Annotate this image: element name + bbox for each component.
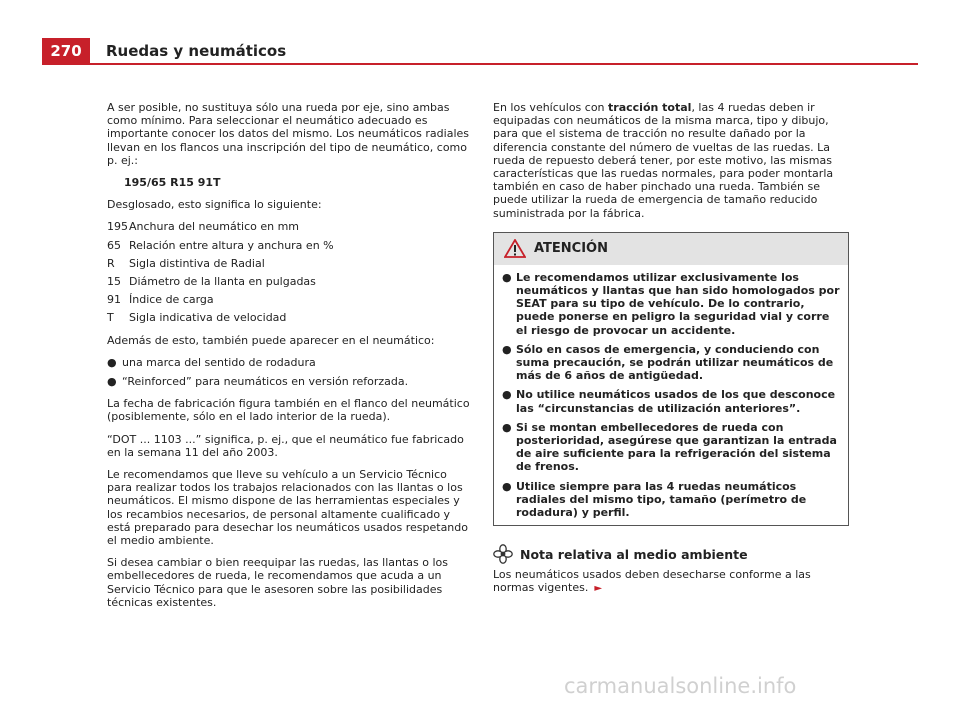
bullet-item	[107, 375, 472, 388]
warning-text: Sólo en casos de emergencia, y conduciendo con suma precaución, se podrán utilizar neumáticos de más de 6 años de antigüedad.	[516, 342, 834, 383]
note-header	[493, 544, 849, 564]
bullet-dot: ●	[502, 420, 512, 434]
awd-text-bold: tracción total	[608, 101, 692, 114]
spec-desc: Índice de carga	[129, 293, 214, 307]
left-column	[107, 101, 472, 618]
change-paragraph: Si desea cambiar o bien reequipar las ruedas, las llantas o los embellecedores de rueda, le recomendamos que acuda a un Servicio Técnico para que le asesoren sobre las posibilidades técnicas existentes.	[107, 556, 448, 609]
spec-desc: Anchura del neumático en mm	[129, 220, 300, 234]
note-paragraph	[493, 568, 849, 595]
watermark: carmanualsonline.info	[564, 674, 797, 698]
service-paragraph: Le recomendamos que lleve su vehículo a un Servicio Técnico para realizar todos los trabajos relacionados con las llantas o los neumáticos. El mismo dispone de las herramientas especiales y los recambios necesarios, de personal altamente cualificado y está preparado para desechar los neumáticos usados respetando el medio ambiente.	[107, 468, 468, 548]
intro-paragraph: A ser posible, no sustituya sólo una rueda por eje, sino ambas como mínimo. Para seleccionar el neumático adecuado es importante conocer los datos del mismo. Los neumáticos radiales llevan en los flancos una inscripción del tipo de neumático, como p. ej.:	[107, 101, 470, 167]
bullet-item	[107, 356, 472, 369]
breakdown-intro: Desglosado, esto significa lo siguiente:	[107, 198, 322, 212]
warning-item	[502, 421, 840, 474]
warning-title: ATENCIÓN	[534, 241, 608, 257]
bullet-dot: ●	[502, 342, 512, 356]
right-column	[493, 101, 849, 596]
dot-paragraph: “DOT ... 1103 ...” significa, p. ej., que el neumático fue fabricado en la semana 11 del año 2003.	[107, 432, 464, 459]
flower-environment-icon	[493, 544, 513, 564]
header-rule	[42, 63, 918, 65]
spec-key: 65	[107, 238, 121, 252]
warning-body	[494, 265, 848, 525]
warning-item	[502, 271, 840, 337]
bullet-dot: ●	[502, 479, 512, 493]
note-title: Nota relativa al medio ambiente	[520, 546, 748, 562]
spec-list	[107, 220, 472, 324]
spec-key: 91	[107, 293, 121, 307]
warning-box	[493, 232, 849, 526]
bullet-dot: ●	[107, 375, 117, 389]
spec-key: 195	[107, 220, 128, 234]
spec-desc: Sigla indicativa de velocidad	[129, 311, 287, 325]
continue-arrow-icon: ►	[594, 583, 603, 595]
warning-text: Si se montan embellecedores de rueda con posterioridad, asegúrese que garantizan la entrada de aire suficiente para la refrigeración del sistema de frenos.	[516, 420, 837, 474]
warning-triangle-icon	[504, 239, 526, 258]
bullet-text: una marca del sentido de rodadura	[122, 355, 316, 369]
page-title: Ruedas y neumáticos	[106, 42, 287, 60]
awd-text-post: , las 4 ruedas deben ir equipadas con neumáticos de la misma marca, tipo y dibujo, para que el sistema de tracción no resulte dañado por la diferencia constante del número de vueltas de las ruedas. La rueda de repuesto deberá tener, por este motivo, las mismas características que las ruedas normales, para poder montarla también en caso de haber pinchado una rueda. También se puede utilizar la rueda de emergencia de tamaño reducido suministrada por la fábrica.	[493, 101, 834, 220]
spec-desc: Sigla distintiva de Radial	[129, 256, 265, 270]
spec-item	[107, 311, 472, 324]
warning-item	[502, 343, 840, 383]
spec-item	[107, 293, 472, 306]
spec-item	[107, 220, 472, 233]
warning-text: Utilice siempre para las 4 ruedas neumáticos radiales del mismo tipo, tamaño (perímetro de rodadura) y perfil.	[516, 479, 807, 520]
spec-desc: Relación entre altura y anchura en %	[129, 238, 334, 252]
awd-text-pre: En los vehículos con	[493, 101, 609, 114]
warning-item	[502, 388, 840, 414]
tire-code: 195/65 R15 91T	[124, 176, 221, 190]
also-intro: Además de esto, también puede aparecer en el neumático:	[107, 333, 435, 347]
note-text: Los neumáticos usados deben desecharse conforme a las normas vigentes.	[493, 568, 811, 595]
spec-desc: Diámetro de la llanta en pulgadas	[129, 275, 316, 289]
warning-text: Le recomendamos utilizar exclusivamente los neumáticos y llantas que han sido homologados por SEAT para su tipo de vehículo. De lo contrario, puede ponerse en peligro la seguridad vial y corre el riesgo de provocar un accidente.	[516, 270, 840, 337]
bullet-dot: ●	[502, 270, 512, 284]
warning-item	[502, 480, 840, 520]
spec-item	[107, 239, 472, 252]
warning-header	[494, 233, 848, 265]
bullet-dot: ●	[107, 355, 117, 369]
bullet-text: “Reinforced” para neumáticos en versión reforzada.	[122, 375, 409, 389]
spec-item	[107, 257, 472, 270]
spec-item	[107, 275, 472, 288]
warning-text: No utilice neumáticos usados de los que desconoce las “circunstancias de utilización anteriores”.	[516, 388, 836, 415]
spec-key: R	[107, 256, 115, 270]
page-number: 270	[42, 38, 90, 64]
awd-paragraph	[493, 101, 849, 220]
date-paragraph: La fecha de fabricación figura también en el flanco del neumático (posiblemente, sólo en el lado interior de la rueda).	[107, 397, 470, 424]
spec-key: 15	[107, 275, 121, 289]
spec-key: T	[107, 311, 114, 325]
bullet-dot: ●	[502, 388, 512, 402]
